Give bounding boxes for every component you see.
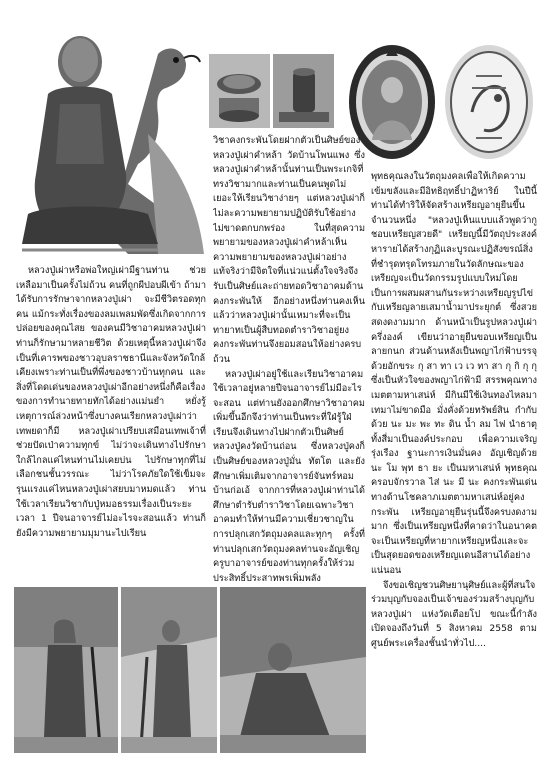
article-paragraph: จึงขอเชิญชวนศิษยานุศิษย์และผู้ที่สนใจร่วมบุญกับจองเป็นเจ้าของร่วมสร้างบุญกับหลวงปู่เผ่า แห่งวัดเตือยโป ขณะนี้กำลังเปิดจองถึงวันที่ 5 สิงหาคม 2558 ตามศูนย์พระเครื่องชั้นนำทั่วไป....: [371, 579, 537, 649]
ritual-object-photo: [273, 54, 334, 128]
monk-walking-photo: [121, 587, 217, 753]
article-paragraph: พุทธคุณลงในวัตถุมงคลเพื่อให้เกิดความเข้มขลังและมีอิทธิฤทธิ์ปาฏิหาริย์ ในปีนี้ท่านได้ทำริให้จัดสร้างเหรียญอายุยืนขึ้นจำนวนหนึ่ง "หลวงปู่เห็นแบบแล้วพูดว่ากูชอบเหรียญสวยดี" เหรียญนี้มีวัตถุประสงค์หารายได้สร้างกุฏิและบูรณะปฏิสังขรณ์สิ่งที่ชำรุดทรุดโทรมภายในวัดลักษณะของเหรียญจะเป็นวัดกรรมรูปแบบใหม่โดยเป็นการผสมผสานกันระหว่างเหรียญรูปไข่กับเหรียญลายเสมาน้ำมาประยุกต์ ซึ่งสวยสดงดงามมาก ด้านหน้าเป็นรูปหลวงปู่เผ่าครึ่งองค์ เขียนว่าอายุยืนขอบเหรียญเป็นลายกนก ส่วนด้านหลังเป็นพญาไก่ฟ้าบรรจุด้วยอักขระ กุ สา ทา เว เว ทา สา กุ กิ กุ กุ ซึ่งเป็นหัวใจของพญาไก่ฟ้ามี สรรพคุณทางเมตตามหาเสน่ห์ มีกินมีใช้เงินทองไหลมาเทมาไม่ขาดมือ มั่งคั่งด้วยทรัพย์สิน กำกับด้วย นะ มะ พะ ทะ ดิน น้ำ ลม ไฟ นำธาตุทั้งสี่มาเป็นองค์ประกอบ เพื่อความเจริญรุ่งเรือง ฐานะการเงินมั่นคง อัญเชิญด้วย นะ โม พุท ธา ยะ เป็นมหาเสน่ห์ พุทธคุณครอบจักรวาล ไส่ นะ มี นะ คงกระพันเด่นทางด้านโชคลาภเมตตามหาเสน่ห์อยู่คงกระพัน เหรียญอายุยืนรุ่นนี้จึงครบงดงามมาก ซึ่งเป็นเหรียญหนึ่งที่คาดว่าในอนาคตจะเป็นเหรียญที่หายากเหรียญหนึ่งและจะเป็นสุดยอดของเหรียญแดนอีสานได้อย่างแน่นอน: [371, 171, 537, 577]
monk-sitting-ground-photo: [220, 587, 366, 753]
article-paragraph: หลวงปู่เผ่าอยู่ใช้และเรียนวิชาอาคมใช้เวลาอยู่หลายปีจนอาจารย์ไม่มีอะไรจะสอน แต่ท่านยังออกศึกษาวิชาอาคมเพิ่มขึ้นอีกจึงว่าท่านเป็นพระที่ใฝ่รู้ใฝ่เรียนจึงเดินทางไปฝากตัวเป็นศิษย์หลวงปู่คงวัดบ้านถ่อน ซึ่งหลวงปู่คงก็เป็นศิษย์ของหลวงปู่มั่น ทัตโต และยังศึกษาเพิ่มเติมจากอาจารย์จันทร์หอม บ้านก่อเอ้ จากการที่หลวงปู่เผ่าท่านได้ศึกษาตำรับตำราวิชาโดยเฉพาะวิชาอาคมทำให้ท่านมีความเชี่ยวชาญในการปลุกเสกวัตถุมงคลและทุกๆ ครั้งที่ท่านปลุกเสกวัตถุมงคลท่านจะอัญเชิญครูบาอาจารย์ของท่านทุกครั้งให้ร่วมประสิทธิ์ประสาทพรเพิ่มพลัง: [213, 368, 365, 584]
article-column-2: [213, 134, 365, 584]
article-column-3: [371, 170, 537, 730]
article-paragraph: หลวงปู่เผ่าหรือพ่อใหญ่เผ่ามีฐานท่าน ช่วยเหลือมาเป็นครั้งไม่ถ้วน คนที่ถูกผีปอบผีเข้า ถ้ามาได้รับการรักษาจากหลวงปู่เผ่า จะมีชีวิตรอดทุกคน แม้กระทั่งเรื่องของลมเพลมพัดซึ่งเกิดจากการปล่อยของคุณไสย ของคนมีวิชาอาคมหลวงปู่เผ่าท่านก็รักษามาหลายชีวิต ด้วยเหตุนี้หลวงปู่เผ่าจึงเป็นที่เคารพของชาวอุบลราชธานีและจังหวัดใกล้เคียงเพราะท่านเป็นที่พึ่งของชาวบ้านทุกคน และสิ่งที่โดดเด่นของหลวงปู่เผ่าอีกอย่างหนึ่งก็คือเรื่องของการทำนายทายทักได้อย่างแม่นยำ หยั่งรู้เหตุการณ์ล่วงหน้าซึ่งบางคนเรียกหลวงปู่เผ่าว่าเทพยดาก็มี หลวงปู่เผ่าเปรียบเสมือนเทพเจ้าที่ช่วยปัดเป่าความทุกข์ ไม่ว่าจะเดินทางไปรักษาใกล้ไกลแค่ไหนท่านไม่เคยบ่น ไปรักษาทุกที่ไม่เลือกชนชั้นวรรณะ ไม่ว่าโรคภัยใดใช้เข็มจะรุนแรงแค่ไหนหลวงปู่เผ่าสยบมาหมดแล้ว ท่านใช้เวลาเรียนวิชากับปู่หมอธรรมเรื่องเป็นระยะเวลา 1 ปีจนอาจารย์ไม่อะไรจะสอนแล้ว ท่านก็ยังมีความพยายามมุมานะไปเรียน: [16, 265, 206, 539]
article-column-1: [16, 264, 206, 584]
ritual-items-photo: [209, 54, 270, 128]
article-paragraph: วิชาคงกระพันโดยฝากตัวเป็นศิษย์ของหลวงปู่เผ่าคำหล้า วัดบ้านโพนแพง ซึ่งหลวงปู่เผ่าคำหล้านั้นท่านเป็นพระเกจิที่ทรงวิชามากและท่านเป็นคนพูดไม่เยอะให้เรียนวิชาง่ายๆ แต่หลวงปู่เผ่าก็ไม่ละความพยายามปฏิบัติรับใช้อย่างไม่ขาดตกบกพร่อง ในที่สุดความพยายามของหลวงปู่เผ่าคำหล้าเห็นความพยายามของหลวงปู่เผ่าอย่างแท้จริงว่ามีจิตใจที่แน่วแน่ตั้งใจจริงจึงรับเป็นศิษย์และถ่ายทอดวิชาอาคมด้านคงกระพันให้ อีกอย่างหนึ่งท่านคงเห็นแล้วว่าหลวงปู่เผ่านั้นเหมาะที่จะเป็นทายาทเป็นผู้สืบทอดตำราวิชาอยู่ยงคงกระพันท่านจึงยอมสอนให้อย่างครบถ้วน: [213, 135, 365, 365]
amulet-back-photo: [442, 42, 536, 162]
monk-seated-photo: [8, 14, 208, 260]
monk-cane-photo: [14, 587, 118, 753]
